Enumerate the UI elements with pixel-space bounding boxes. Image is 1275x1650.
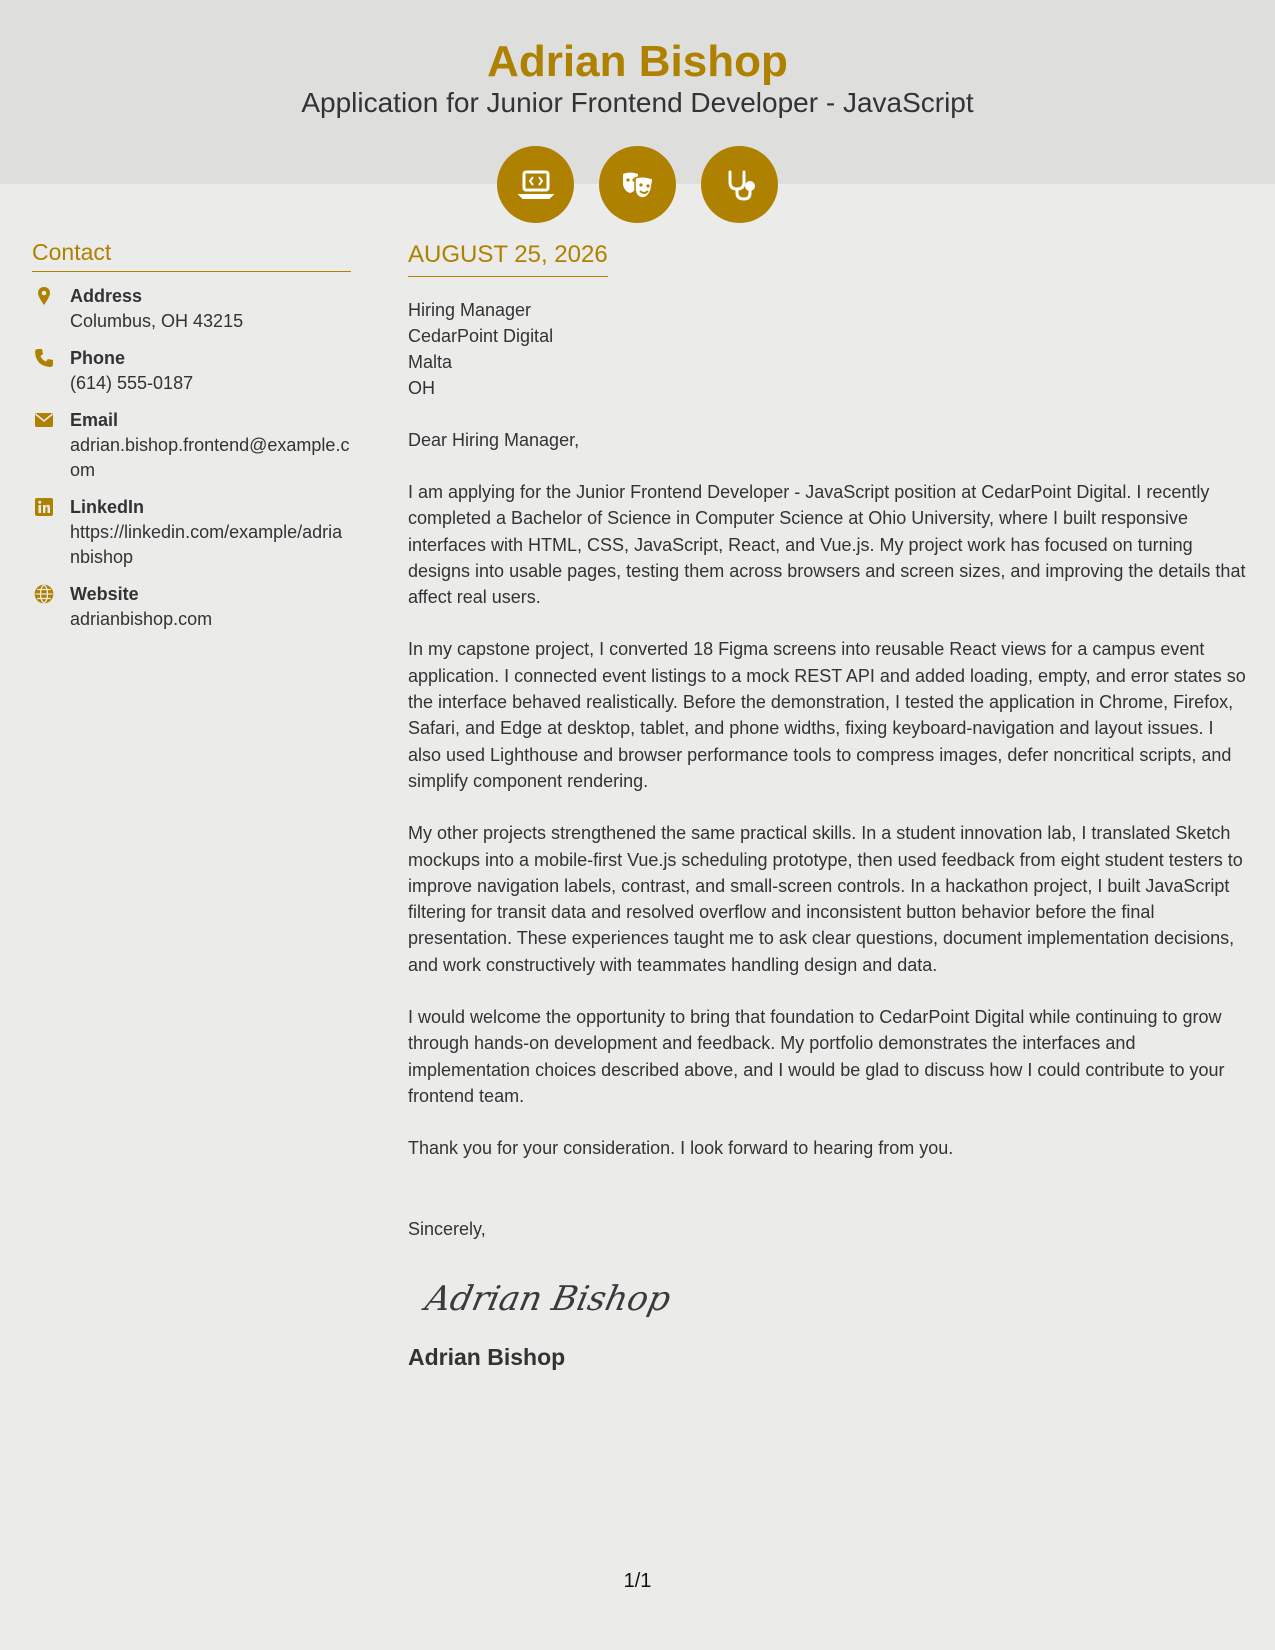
- closing: Sincerely,: [408, 1218, 486, 1239]
- letter-body: [408, 240, 1250, 1372]
- paragraph: In my capstone project, I converted 18 Figma screens into reusable React views for a campus event application. I connected event listings to a mock REST API and added loading, empty, and error states so the interface behaved realistically. Before the demonstration, I tested the application in Chrome, Firefox, Safari, and Edge at desktop, tablet, and phone widths, fixing keyboard-navigation and layout issues. I also used Lighthouse and browser performance tools to compress images, defer noncritical scripts, and simplify component rendering.: [408, 639, 1246, 791]
- signer-name: Adrian Bishop: [408, 1343, 566, 1370]
- recipient-line: OH: [408, 378, 435, 398]
- page-number: 1/1: [623, 1570, 652, 1592]
- signature-text: Adrian Bishop: [421, 1278, 675, 1319]
- paragraph: I would welcome the opportunity to bring that foundation to CedarPoint Digital while continuing to grow through hands-on development and feedback. My portfolio demonstrates the interfaces and implementation choices described above, and I would be glad to discuss how I could contribute to your frontend team.: [408, 1007, 1225, 1106]
- paragraph: Thank you for your consideration. I look forward to hearing from you.: [408, 1138, 954, 1159]
- salutation: Dear Hiring Manager,: [408, 430, 580, 450]
- theater-masks-icon: [599, 146, 676, 223]
- linkedin-label: LinkedIn: [70, 497, 145, 517]
- recipient-line: Hiring Manager: [408, 300, 532, 320]
- stethoscope-icon: [701, 146, 778, 223]
- phone-icon: [34, 348, 54, 368]
- website-value[interactable]: adrianbishop.com: [70, 609, 213, 629]
- letter-date: AUGUST 25, 2026: [408, 240, 608, 277]
- recipient-line: CedarPoint Digital: [408, 326, 554, 346]
- envelope-icon: [34, 410, 54, 430]
- recipient-block: [408, 297, 1250, 401]
- globe-icon: [34, 584, 54, 604]
- applicant-name: Adrian Bishop: [487, 37, 788, 86]
- contact-address: [32, 284, 351, 334]
- contact-heading: Contact: [32, 238, 351, 272]
- website-label: Website: [70, 584, 139, 604]
- contact-linkedin: [32, 495, 351, 570]
- handwritten-signature: [420, 1262, 1250, 1334]
- paragraph: My other projects strengthened the same practical skills. In a student innovation lab, I translated Sketch mockups into a mobile-first Vue.js scheduling prototype, then used feedback from eight student testers to improve navigation labels, contrast, and small-screen controls. In a hackathon project, I built JavaScript filtering for transit data and resolved overflow and inconsistent button behavior before the final presentation. These experiences taught me to ask clear questions, document implementation decisions, and work constructively with teammates handling design and data.: [408, 823, 1243, 975]
- phone-label: Phone: [70, 348, 126, 368]
- recipient-line: Malta: [408, 352, 453, 372]
- contact-sidebar: [32, 238, 351, 644]
- contact-phone: [32, 346, 351, 396]
- laptop-code-icon: [497, 146, 574, 223]
- email-label: Email: [70, 410, 119, 430]
- application-title: Application for Junior Frontend Developer - JavaScript: [301, 87, 974, 118]
- contact-email: [32, 408, 351, 483]
- paragraph: I am applying for the Junior Frontend Developer - JavaScript position at CedarPoint Digital. I recently completed a Bachelor of Science in Computer Science at Ohio University, where I built responsive interfaces with HTML, CSS, JavaScript, React, and Vue.js. My project work has focused on turning designs into usable pages, testing them across browsers and screen sizes, and improving the details that affect real users.: [408, 482, 1246, 608]
- phone-value: (614) 555-0187: [70, 373, 194, 393]
- address-value: Columbus, OH 43215: [70, 311, 244, 331]
- header-icon-row: [0, 146, 1275, 223]
- linkedin-value[interactable]: https://linkedin.com/example/adrianbishop: [70, 522, 343, 567]
- linkedin-icon: [34, 497, 54, 517]
- map-marker-icon: [34, 286, 54, 306]
- email-value[interactable]: adrian.bishop.frontend@example.com: [70, 435, 350, 480]
- contact-website: [32, 582, 351, 632]
- address-label: Address: [70, 286, 143, 306]
